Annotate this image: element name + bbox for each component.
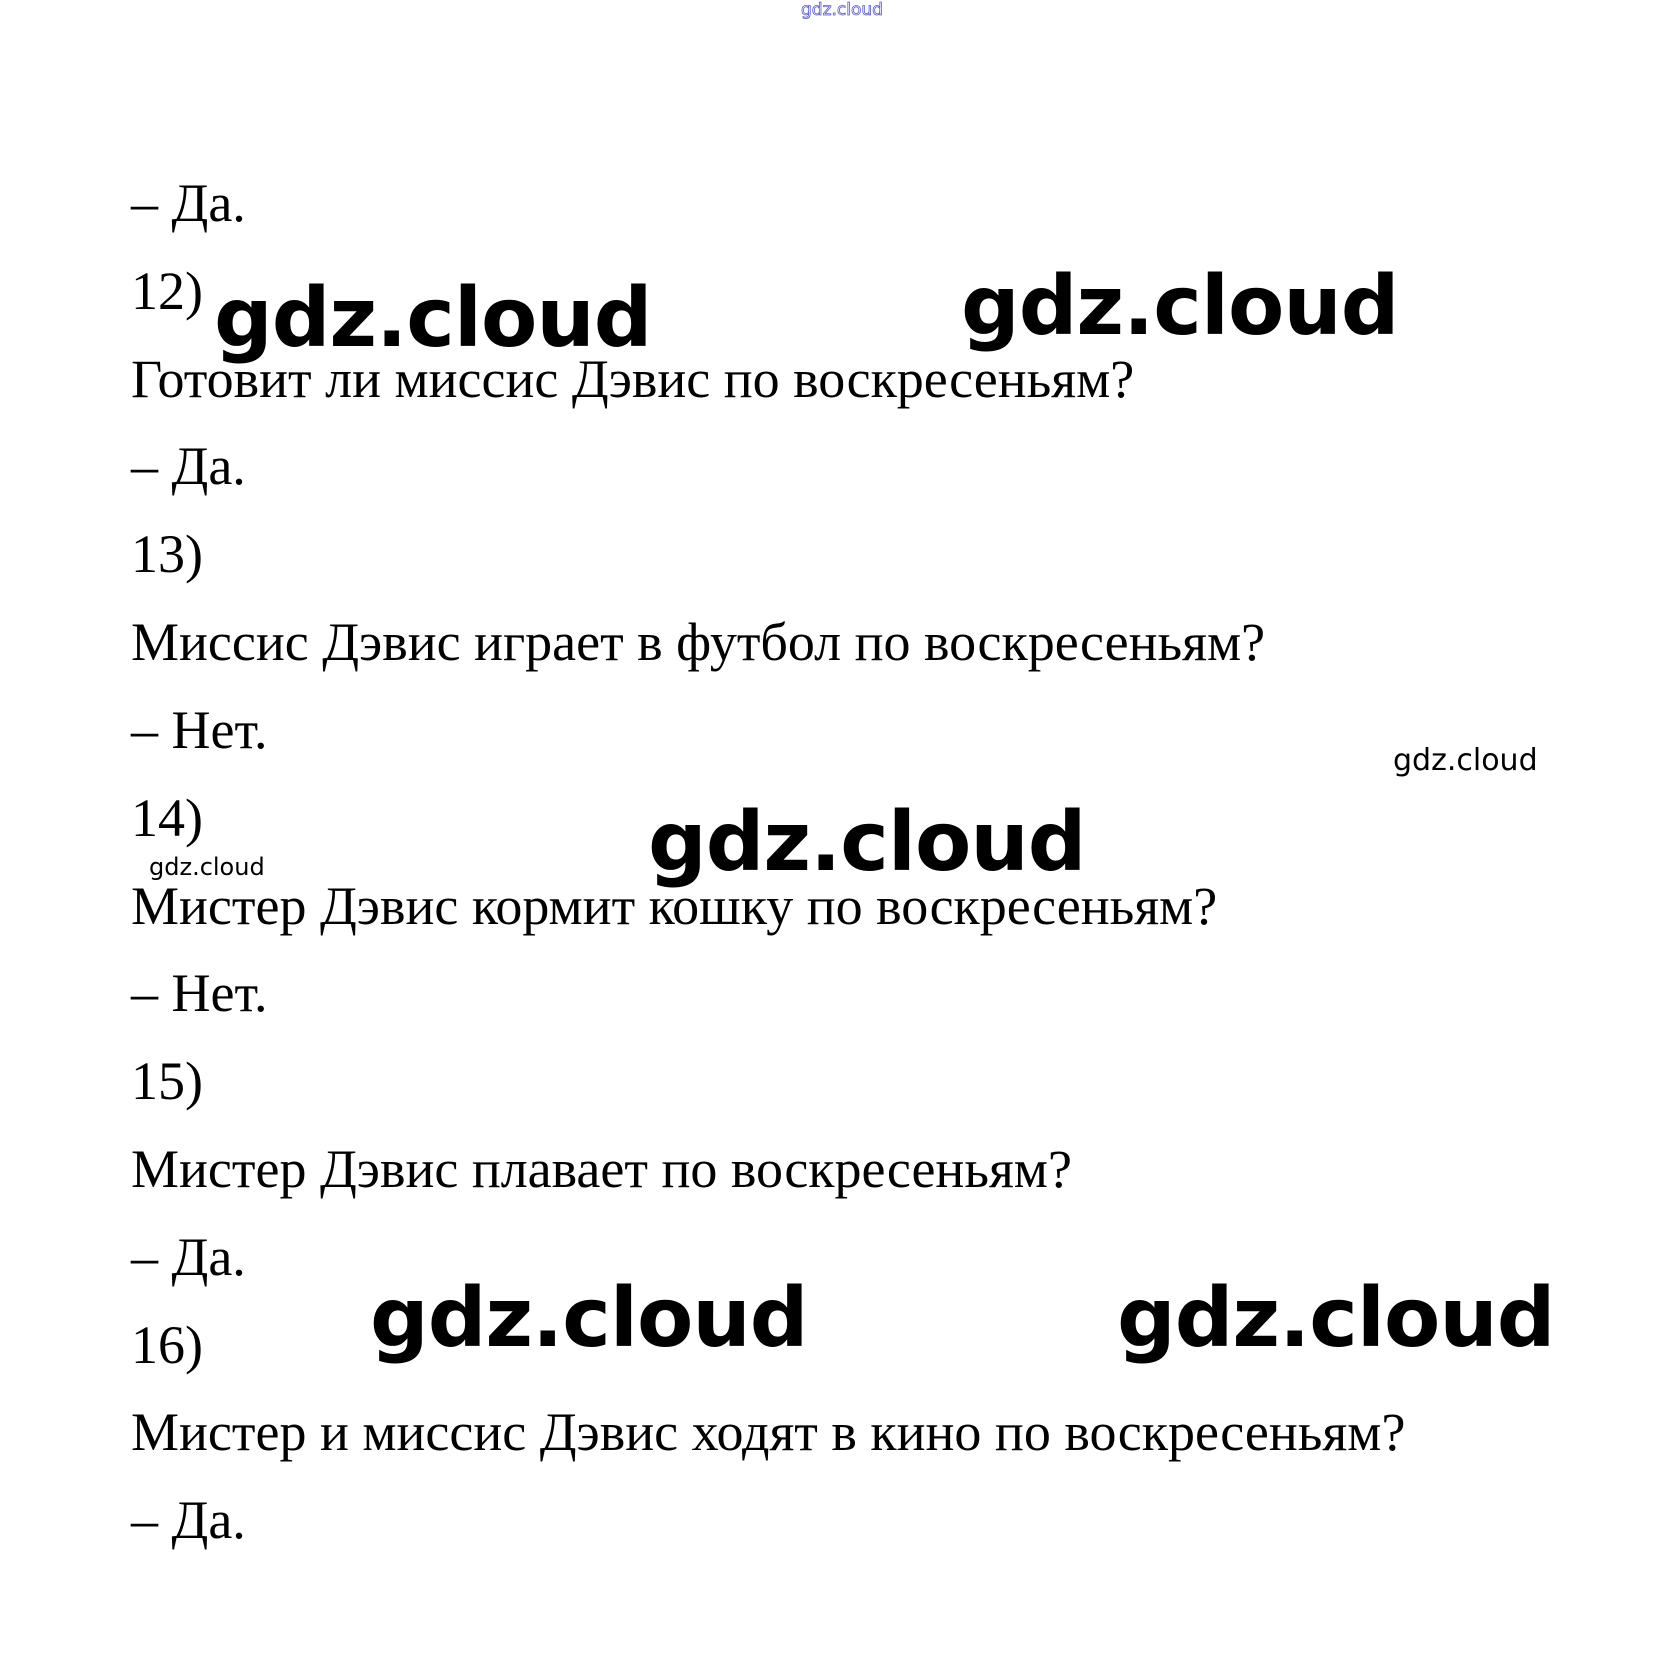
answer-line: – Нет. [131, 963, 268, 1023]
answer-line: – Да. [131, 436, 246, 496]
item-number: 12) [131, 261, 203, 321]
watermark-top: gdz.cloud [801, 0, 883, 20]
question-line: Миссис Дэвис играет в футбол по воскресеньям? [131, 612, 1266, 672]
question-line: Мистер и миссис Дэвис ходят в кино по воскресеньям? [131, 1402, 1406, 1462]
answer-line: – Да. [131, 173, 246, 233]
watermark: gdz.cloud [648, 795, 1086, 890]
answer-line: – Да. [131, 1227, 246, 1287]
watermark: gdz.cloud [1117, 1271, 1555, 1366]
item-number: 16) [131, 1315, 203, 1375]
watermark: gdz.cloud [214, 271, 652, 366]
watermark: gdz.cloud [1393, 743, 1538, 778]
item-number: 15) [131, 1051, 203, 1111]
question-line: Готовит ли миссис Дэвис по воскресеньям? [131, 349, 1135, 409]
question-line: Мистер Дэвис кормит кошку по воскресеньям? [131, 876, 1218, 936]
watermark: gdz.cloud [370, 1271, 808, 1366]
item-number: 13) [131, 524, 203, 584]
question-line: Мистер Дэвис плавает по воскресеньям? [131, 1139, 1072, 1199]
answer-line: – Нет. [131, 700, 268, 760]
watermark: gdz.cloud [961, 259, 1399, 354]
answer-line: – Да. [131, 1490, 246, 1550]
watermark: gdz.cloud [149, 853, 265, 881]
item-number: 14) [131, 788, 203, 848]
